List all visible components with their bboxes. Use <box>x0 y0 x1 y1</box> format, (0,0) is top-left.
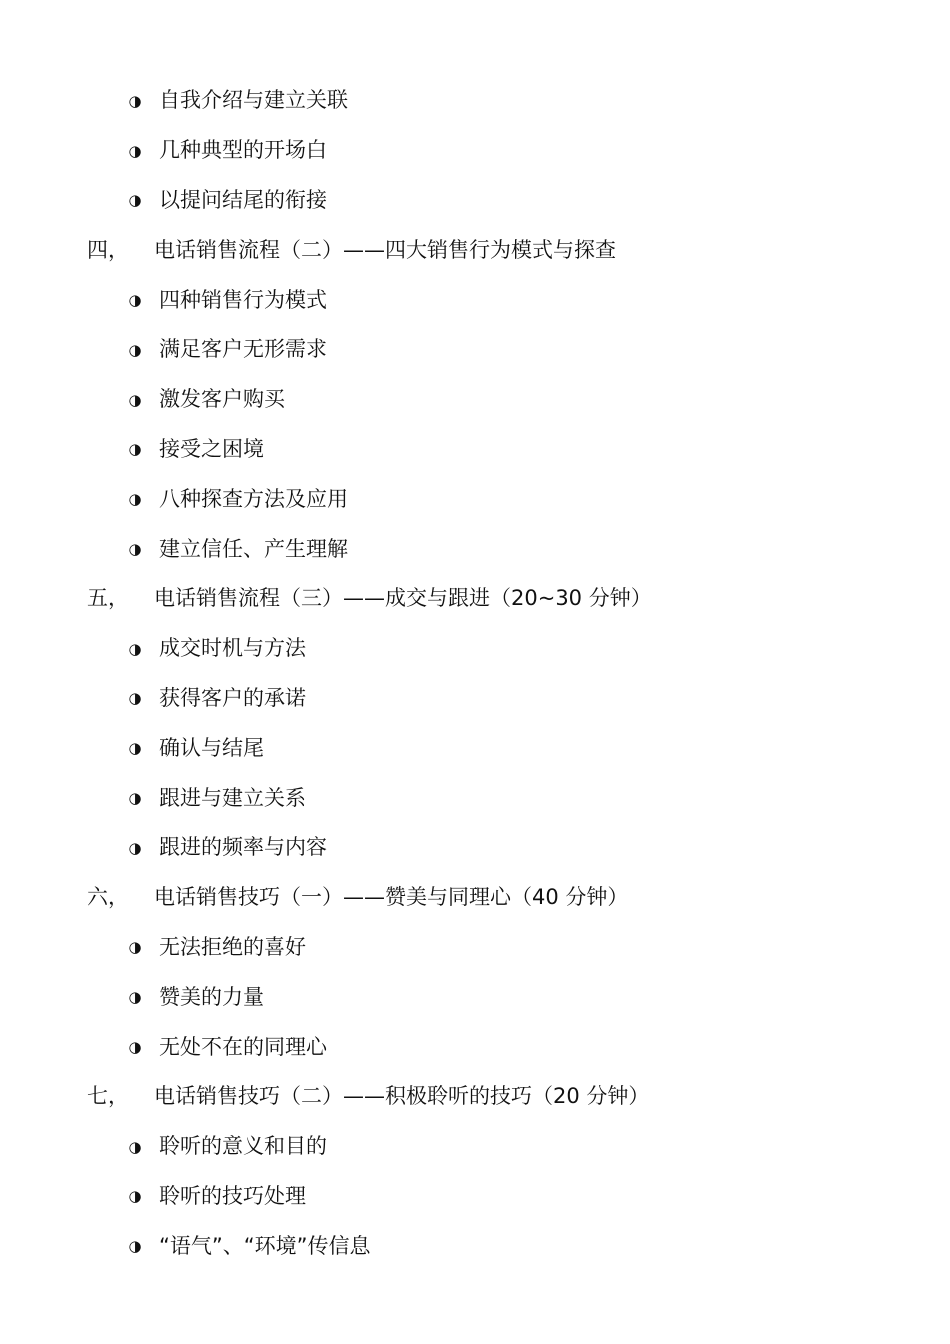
list-item-text: 建立信任、产生理解 <box>159 536 348 561</box>
list-item <box>0 1022 950 1072</box>
bullet-icon: ◑ <box>128 1187 142 1206</box>
list-item-text: 确认与结尾 <box>159 735 264 760</box>
list-item-text: “语气”、“环境”传信息 <box>159 1233 371 1258</box>
section-title: 电话销售流程（三）——成交与跟进（20~30 分钟） <box>154 586 652 611</box>
list-item-text: 自我介绍与建立关联 <box>159 88 348 113</box>
list-item <box>0 624 950 674</box>
list-item <box>0 1221 950 1271</box>
bullet-icon: ◑ <box>128 490 142 509</box>
list-item-text: 聆听的技巧处理 <box>159 1183 306 1208</box>
list-item <box>0 674 950 724</box>
section-title: 电话销售流程（二）——四大销售行为模式与探查 <box>154 237 616 262</box>
list-item-text: 几种典型的开场白 <box>159 138 327 163</box>
list-item-text: 以提问结尾的衔接 <box>159 187 327 212</box>
bullet-icon: ◑ <box>128 689 142 708</box>
list-item <box>0 126 950 176</box>
bullet-icon: ◑ <box>128 838 142 857</box>
bullet-icon: ◑ <box>128 540 142 559</box>
list-item <box>0 823 950 873</box>
section-number: 七， <box>87 1084 129 1109</box>
list-item <box>0 923 950 973</box>
list-item-text: 跟进与建立关系 <box>159 785 306 810</box>
section-title: 电话销售技巧（一）——赞美与同理心（40 分钟） <box>154 885 629 910</box>
list-item-text: 获得客户的承诺 <box>159 685 306 710</box>
list-item <box>0 474 950 524</box>
list-item <box>0 375 950 425</box>
bullet-icon: ◑ <box>128 938 142 957</box>
list-item <box>0 425 950 475</box>
bullet-icon: ◑ <box>128 390 142 409</box>
list-item-text: 无法拒绝的喜好 <box>159 934 306 959</box>
list-item <box>0 1122 950 1172</box>
bullet-icon: ◑ <box>128 191 142 210</box>
list-item <box>0 773 950 823</box>
bullet-icon: ◑ <box>128 141 142 160</box>
bullet-icon: ◑ <box>128 988 142 1007</box>
section-heading <box>0 574 950 624</box>
section-number: 六， <box>87 885 129 910</box>
list-item <box>0 723 950 773</box>
list-item <box>0 325 950 375</box>
document-body <box>0 76 950 1271</box>
list-item <box>0 176 950 226</box>
list-item-text: 满足客户无形需求 <box>159 337 327 362</box>
bullet-icon: ◑ <box>128 639 142 658</box>
section-number: 四， <box>87 237 129 262</box>
list-item <box>0 275 950 325</box>
list-item-text: 成交时机与方法 <box>159 636 306 661</box>
bullet-icon: ◑ <box>128 1237 142 1256</box>
list-item-text: 无处不在的同理心 <box>159 1034 327 1059</box>
bullet-icon: ◑ <box>128 340 142 359</box>
bullet-icon: ◑ <box>128 1038 142 1057</box>
bullet-icon: ◑ <box>128 440 142 459</box>
bullet-icon: ◑ <box>128 291 142 310</box>
section-title: 电话销售技巧（二）——积极聆听的技巧（20 分钟） <box>154 1084 650 1109</box>
list-item <box>0 76 950 126</box>
list-item-text: 跟进的频率与内容 <box>159 835 327 860</box>
bullet-icon: ◑ <box>128 91 142 110</box>
list-item-text: 聆听的意义和目的 <box>159 1134 327 1159</box>
bullet-icon: ◑ <box>128 789 142 808</box>
section-heading <box>0 873 950 923</box>
bullet-icon: ◑ <box>128 1137 142 1156</box>
list-item-text: 接受之困境 <box>159 436 264 461</box>
list-item <box>0 524 950 574</box>
section-number: 五， <box>87 586 129 611</box>
list-item-text: 八种探查方法及应用 <box>159 486 348 511</box>
list-item-text: 赞美的力量 <box>159 984 264 1009</box>
list-item <box>0 1172 950 1222</box>
section-heading <box>0 1072 950 1122</box>
list-item-text: 四种销售行为模式 <box>159 287 327 312</box>
list-item-text: 激发客户购买 <box>159 387 285 412</box>
bullet-icon: ◑ <box>128 739 142 758</box>
list-item <box>0 972 950 1022</box>
section-heading <box>0 225 950 275</box>
